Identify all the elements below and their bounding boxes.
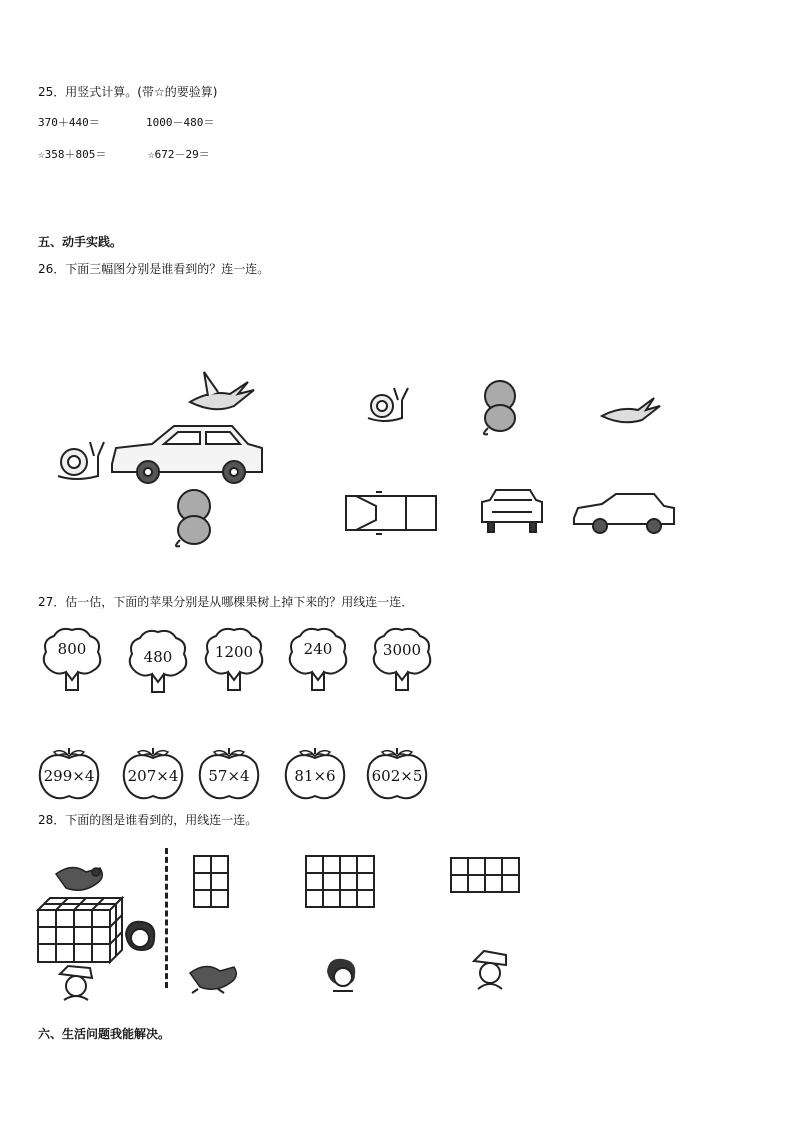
apple[interactable]	[120, 746, 186, 802]
apple[interactable]	[36, 746, 102, 802]
section5-heading: 五、动手实践。	[38, 235, 123, 249]
tree-icon	[40, 626, 104, 692]
apple[interactable]	[196, 746, 262, 802]
q26-title: 26．下面三幅图分别是谁看到的？连一连。	[38, 262, 270, 276]
boy-with-hat-icon	[60, 966, 92, 1000]
swallow-icon	[190, 372, 254, 409]
tree-value: 480	[143, 648, 173, 666]
q25-item-3: ☆358＋805＝	[38, 148, 107, 161]
tree[interactable]	[40, 626, 104, 692]
tree[interactable]	[126, 628, 190, 694]
girl-icon	[126, 922, 154, 950]
apple[interactable]	[364, 746, 430, 802]
tree-value: 1200	[214, 643, 254, 661]
bird-icon	[56, 867, 102, 890]
snail-icon	[58, 442, 104, 479]
cube-block	[38, 898, 122, 962]
section6-heading: 六、生活问题我能解决。	[38, 1027, 171, 1041]
tree-value: 240	[303, 640, 333, 658]
q25-item-1: 370＋440＝	[38, 116, 100, 129]
boy-with-hat-icon[interactable]	[468, 949, 512, 995]
apple-expression: 57×4	[208, 767, 250, 785]
tree[interactable]	[286, 626, 350, 692]
q26-figure	[40, 350, 680, 555]
apple-expression: 299×4	[43, 767, 95, 785]
monkey-icon	[484, 381, 515, 434]
q28-scene	[34, 858, 164, 1008]
q25-title: 25．用竖式计算。(带☆的要验算)	[38, 85, 218, 99]
q25-item-2: 1000－480＝	[146, 116, 215, 129]
car-top-view-icon	[346, 492, 436, 534]
snail-icon	[368, 388, 408, 421]
tree-value: 3000	[382, 641, 422, 659]
tree[interactable]	[202, 626, 266, 692]
monkey-icon	[176, 490, 210, 546]
girl-icon[interactable]	[323, 955, 363, 995]
q27-title: 27．估一估，下面的苹果分别是从哪棵果树上掉下来的？用线连一连．	[38, 595, 414, 609]
view-grid-1x2	[193, 855, 229, 908]
apple-expression: 207×4	[127, 767, 179, 785]
apple-expression: 602×5	[371, 767, 423, 785]
q28-title: 28．下面的图是谁看到的，用线连一连。	[38, 813, 258, 827]
car-front-view-icon	[482, 490, 542, 532]
car-icon	[112, 426, 262, 483]
view-grid-4x3	[305, 855, 375, 908]
bird-icon[interactable]	[188, 955, 240, 995]
apple-expression: 81×6	[294, 767, 336, 785]
apple[interactable]	[282, 746, 348, 802]
tree-icon	[370, 626, 434, 692]
divider-line	[165, 848, 168, 988]
tree-value: 800	[57, 640, 87, 658]
swallow-icon	[602, 398, 660, 422]
view-grid-4x2	[450, 857, 520, 893]
car-side-view-icon	[574, 494, 674, 533]
q25-item-4: ☆672－29＝	[148, 148, 210, 161]
tree-icon	[286, 626, 350, 692]
tree[interactable]	[370, 626, 434, 692]
